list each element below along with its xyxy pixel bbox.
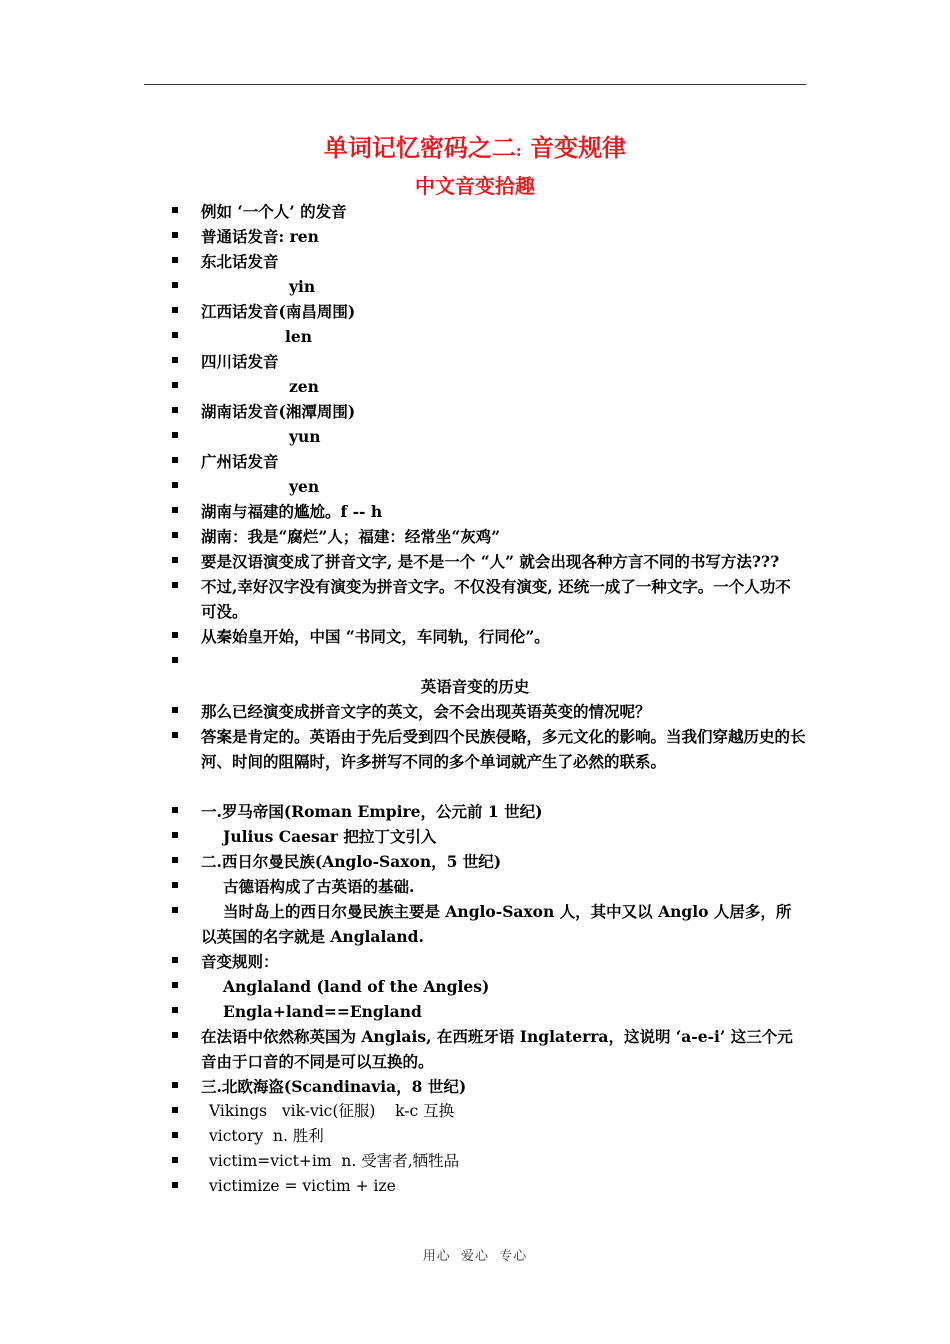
bullet-icon — [172, 482, 178, 488]
bullet-icon — [172, 507, 178, 513]
list-item: yen — [0, 474, 806, 499]
list-item: 答案是肯定的。英语由于先后受到四个民族侵略，多元文化的影响。当我们穿越历史的长河、时间的阻隔时，许多拼写不同的多个单词就产生了必然的联系。 — [0, 724, 806, 774]
bullet-icon — [172, 957, 178, 963]
list-item: 四川话发音 — [0, 349, 806, 374]
header-rule — [144, 84, 806, 85]
list-item: 二.西日尔曼民族(Anglo-Saxon，5 世纪) — [0, 849, 806, 874]
bullet-icon — [172, 257, 178, 263]
list-item: 一.罗马帝国(Roman Empire，公元前 1 世纪) — [0, 799, 806, 824]
bullet-icon — [172, 357, 178, 363]
list-item: victim=vict+im n. 受害者,牺牲品 — [0, 1149, 806, 1174]
list-item: 普通话发音: ren — [0, 224, 806, 249]
list-item: zen — [0, 374, 806, 399]
bullet-icon — [172, 532, 178, 538]
list-item: Engla+land==England — [0, 999, 806, 1024]
bullet-icon — [172, 1132, 178, 1138]
list-item: 湖南话发音(湘潭周围) — [0, 399, 806, 424]
bullet-icon — [172, 432, 178, 438]
list-item: 东北话发音 — [0, 249, 806, 274]
list-item: 在法语中依然称英国为 Anglais, 在西班牙语 Inglaterra，这说明 ‘a-e-i’ 这三个元音由于口音的不同是可以互换的。 — [0, 1024, 806, 1074]
list-item: 广州话发音 — [0, 449, 806, 474]
list-item: 湖南：我是“腐烂”人；福建：经常坐“灰鸡” — [0, 524, 806, 549]
list-item: 古德语构成了古英语的基础. — [0, 874, 806, 899]
bullet-icon — [172, 982, 178, 988]
bullet-icon — [172, 857, 178, 863]
bullet-icon — [172, 657, 178, 663]
bullet-icon — [172, 457, 178, 463]
list-item: 湖南与福建的尴尬。f -- h — [0, 499, 806, 524]
page-subtitle: 中文音变拾趣 — [415, 174, 535, 198]
bullet-icon — [172, 232, 178, 238]
list-item: yin — [0, 274, 806, 299]
bullet-icon — [172, 707, 178, 713]
bullet-icon — [172, 557, 178, 563]
bullet-icon — [172, 1007, 178, 1013]
bullet-icon — [172, 907, 178, 913]
bullet-icon — [172, 882, 178, 888]
list-item: Julius Caesar 把拉丁文引入 — [0, 824, 806, 849]
list-item: 当时岛上的西日尔曼民族主要是 Anglo-Saxon 人，其中又以 Anglo 人居多，所以英国的名字就是 Anglaland. — [0, 899, 806, 949]
list-item: 那么已经演变成拼音文字的英文，会不会出现英语英变的情况呢？ — [0, 699, 806, 724]
spacer — [0, 774, 950, 799]
list-item: 三.北欧海盗(Scandinavia，8 世纪) — [0, 1074, 806, 1099]
section-heading: 英语音变的历史 — [420, 677, 530, 696]
bullet-icon — [172, 407, 178, 413]
bullet-icon — [172, 1032, 178, 1038]
list-item: 不过,幸好汉字没有演变为拼音文字。不仅没有演变, 还统一成了一种文字。一个人功不可没。 — [0, 574, 806, 624]
bullet-icon — [172, 332, 178, 338]
list-item — [0, 649, 806, 674]
bullet-icon — [172, 632, 178, 638]
bullet-icon — [172, 307, 178, 313]
list-item: 江西话发音(南昌周围) — [0, 299, 806, 324]
bullet-icon — [172, 732, 178, 738]
bullet-icon — [172, 832, 178, 838]
list-item: victory n. 胜利 — [0, 1124, 806, 1149]
list-item: Vikings vik-vic(征服) k-c 互换 — [0, 1099, 806, 1124]
bullet-icon — [172, 1107, 178, 1113]
list-item: Anglaland (land of the Angles) — [0, 974, 806, 999]
list-item: 音变规则： — [0, 949, 806, 974]
list-item: 例如 ‘一个人’ 的发音 — [0, 199, 806, 224]
bullet-icon — [172, 582, 178, 588]
page-title: 单词记忆密码之二: 音变规律 — [323, 133, 627, 162]
list-item: yun — [0, 424, 806, 449]
bullet-icon — [172, 807, 178, 813]
bullet-icon — [172, 382, 178, 388]
bullet-icon — [172, 282, 178, 288]
list-item: victimize = victim + ize — [0, 1174, 806, 1199]
list-item: 要是汉语演变成了拼音文字, 是不是一个 “人” 就会出现各种方言不同的书写方法??? — [0, 549, 806, 574]
list-item: 从秦始皇开始，中国 “书同文，车同轨，行同伦”。 — [0, 624, 806, 649]
bullet-icon — [172, 1157, 178, 1163]
bullet-icon — [172, 207, 178, 213]
bullet-icon — [172, 1082, 178, 1088]
list-item: len — [0, 324, 806, 349]
page-footer: 用心 爱心 专心 — [422, 1249, 528, 1264]
bullet-icon — [172, 1182, 178, 1188]
content-list — [0, 199, 950, 1199]
